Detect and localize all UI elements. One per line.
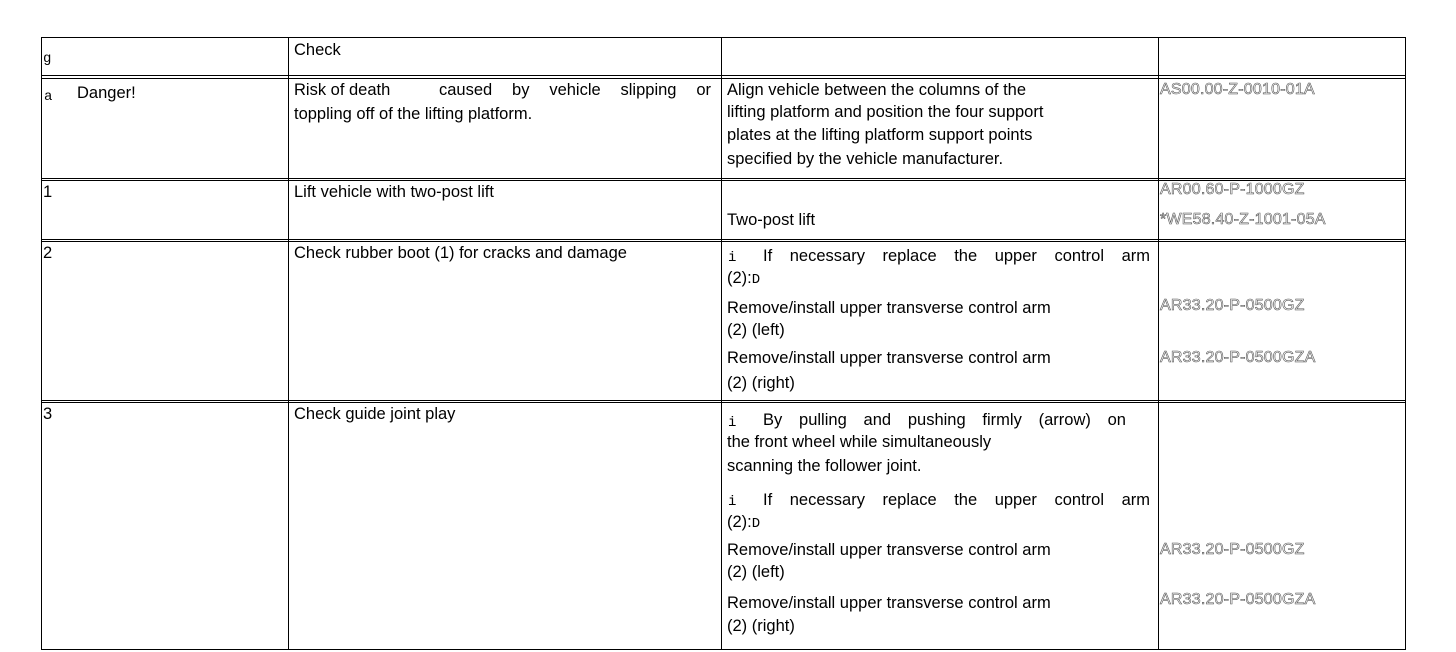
procedure-line: (2) (right) (727, 617, 795, 635)
procedure-line: (2) (left) (727, 563, 785, 581)
step-text: Check guide joint play (294, 405, 456, 423)
note-line: If necessary replace the upper control arm (763, 491, 1150, 509)
note-line: If necessary replace the upper control arm (763, 247, 1150, 265)
danger-action-line: plates at the lifting platform support points (727, 126, 1033, 144)
procedure-reference: AR33.20-P-0500GZ (1160, 297, 1305, 314)
danger-action-line: specified by the vehicle manufacturer. (727, 150, 1004, 168)
info-line: the front wheel while simultaneously (727, 433, 992, 451)
procedure-line: Remove/install upper transverse control arm (727, 349, 1051, 367)
info-icon: i (728, 415, 737, 431)
procedure-line: (2) (right) (727, 374, 795, 392)
tool-name: Two-post lift (727, 211, 816, 229)
arrow-icon: D (751, 516, 761, 532)
info-icon: i (728, 250, 737, 266)
danger-risk-text-line2: toppling off of the lifting platform. (294, 105, 533, 123)
procedure-line: Remove/install upper transverse control arm (727, 541, 1051, 559)
row-divider (41, 75, 1406, 76)
step-text: Lift vehicle with two-post lift (294, 183, 494, 201)
column-divider (1405, 37, 1406, 650)
column-divider (41, 37, 42, 650)
row-divider (41, 78, 1406, 79)
row-divider (41, 241, 1406, 242)
column-divider (721, 37, 722, 650)
row-divider (41, 649, 1406, 650)
step-reference: AR00.60-P-1000GZ (1160, 181, 1305, 198)
step-number: 2 (43, 244, 53, 262)
tool-reference: *WE58.40-Z-1001-05A (1160, 211, 1326, 228)
danger-icon: a (44, 89, 53, 105)
procedure-reference: AR33.20-P-0500GZA (1160, 591, 1316, 608)
danger-risk-text (294, 80, 390, 100)
procedure-line: Remove/install upper transverse control arm (727, 594, 1051, 612)
row-divider (41, 178, 1406, 179)
danger-reference: AS00.00-Z-0010-01A (1160, 81, 1315, 98)
row-divider (41, 400, 1406, 401)
row-divider (41, 402, 1406, 403)
procedure-line: Remove/install upper transverse control arm (727, 299, 1051, 317)
danger-action-line: Align vehicle between the columns of the (727, 81, 1027, 99)
danger-risk-text-cont: caused by vehicle slipping or (439, 81, 711, 99)
risk-text-part: Risk of death (294, 81, 391, 99)
info-icon: i (728, 494, 737, 510)
procedure-line: (2) (left) (727, 321, 785, 339)
note-line-part: (2): (727, 269, 752, 287)
row-divider (41, 239, 1406, 240)
step-number: 1 (43, 183, 53, 201)
arrow-icon: D (751, 272, 761, 288)
step-text: Check rubber boot (1) for cracks and damage (294, 244, 627, 262)
note-line (727, 268, 760, 290)
row-divider (41, 37, 1406, 38)
note-line-part: (2): (727, 513, 752, 531)
info-line: By pulling and pushing firmly (arrow) on (763, 411, 1126, 429)
info-line: scanning the follower joint. (727, 457, 922, 475)
header-check: Check (294, 41, 341, 59)
column-divider (288, 37, 289, 650)
header-col1: g (43, 51, 52, 67)
note-line (727, 512, 760, 534)
danger-label: Danger! (77, 84, 136, 102)
step-number: 3 (43, 405, 53, 423)
procedure-reference: AR33.20-P-0500GZA (1160, 349, 1316, 366)
column-divider (1158, 37, 1159, 650)
danger-action-line: lifting platform and position the four support (727, 103, 1044, 121)
procedure-reference: AR33.20-P-0500GZ (1160, 541, 1305, 558)
